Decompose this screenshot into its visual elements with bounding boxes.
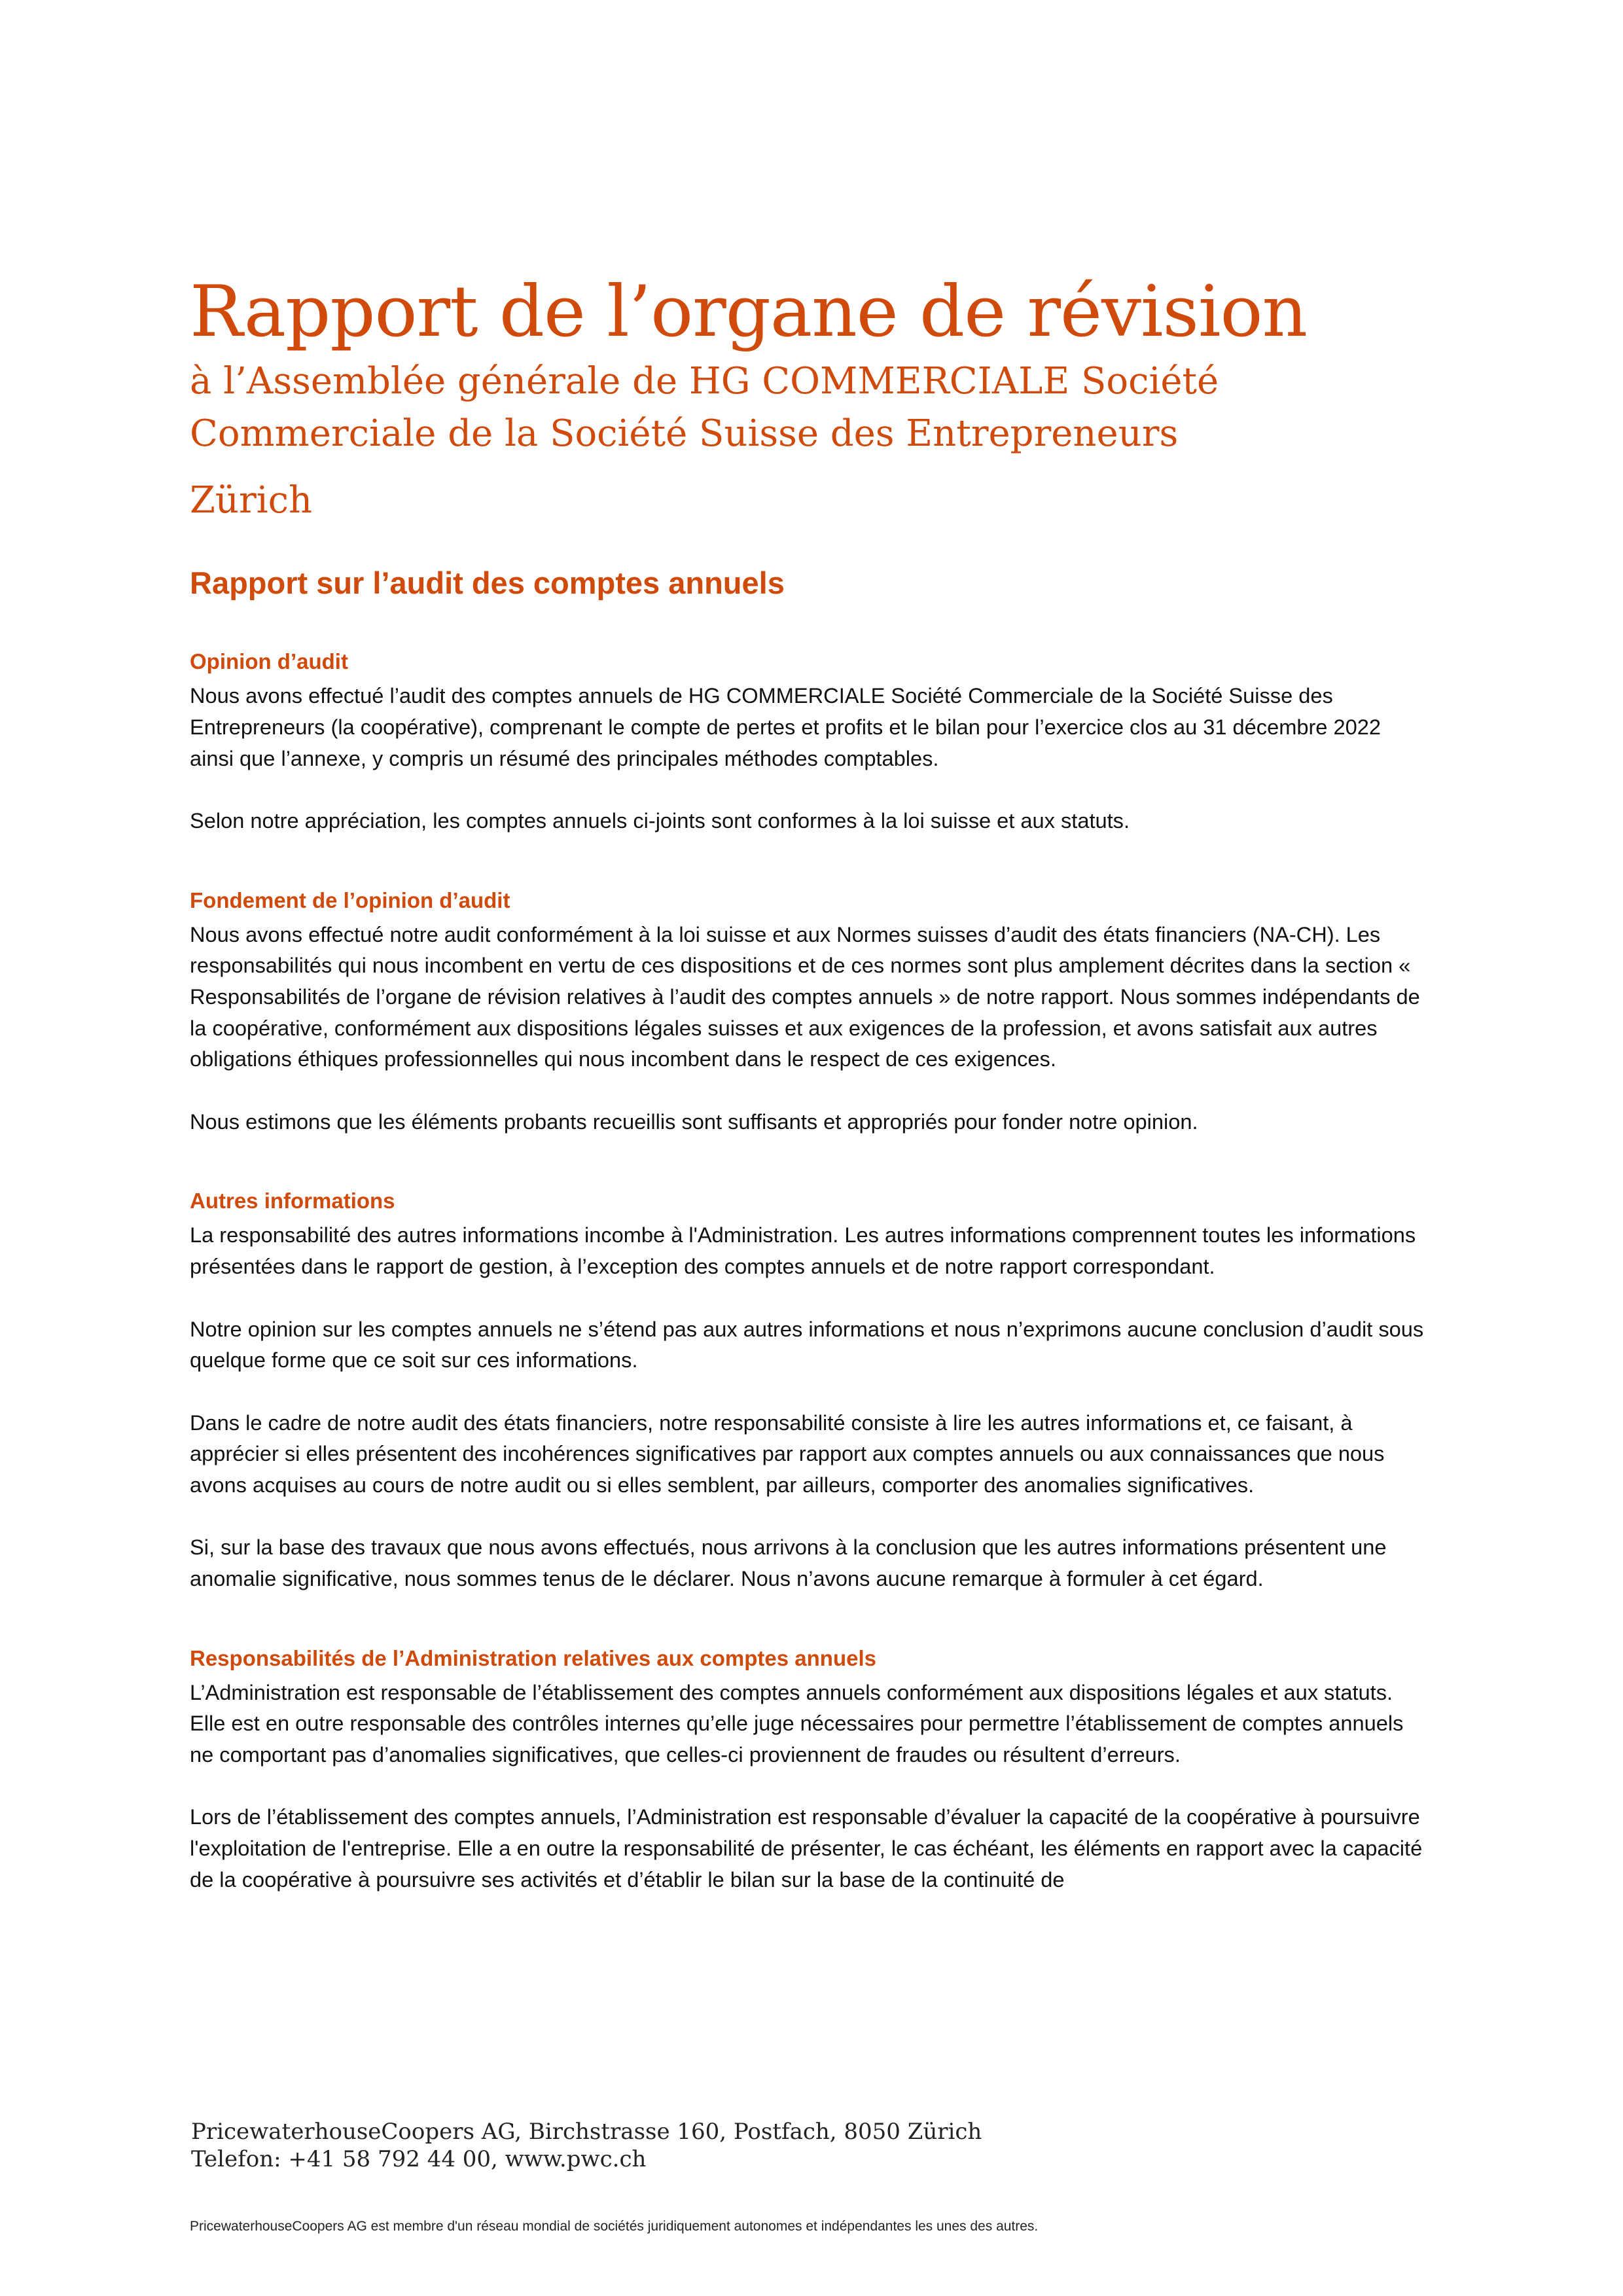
report-content <box>190 271 1427 1895</box>
report-subtitle: à l’Assemblée générale de HG COMMERCIALE Société Commerciale de la Société Suisse des Entrepreneurs <box>190 360 1219 456</box>
subheading-administration: Responsabilités de l’Administration relatives aux comptes annuels <box>190 1645 876 1670</box>
report-title: Rapport de l’organe de révision <box>190 271 1308 353</box>
footer-contact: Telefon: +41 58 792 44 00, www.pwc.ch <box>191 2146 647 2172</box>
paragraph: Nous estimons que les éléments probants recueillis sont suffisants et appropriés pour fonder notre opinion. <box>190 1109 1198 1134</box>
paragraph: La responsabilité des autres informations incombe à l'Administration. Les autres informations comprennent toutes les informations présentées dans le rapport de gestion, à l’exception des comptes annuels et de notre rapport correspondant. <box>190 1223 1416 1278</box>
subheading-basis: Fondement de l’opinion d’audit <box>190 888 510 912</box>
footer-address: PricewaterhouseCoopers AG, Birchstrasse 160, Postfach, 8050 Zürich <box>191 2119 982 2145</box>
section-heading-audit: Rapport sur l’audit des comptes annuels <box>190 565 785 601</box>
section-basis <box>190 885 1427 1138</box>
subheading-opinion: Opinion d’audit <box>190 649 348 674</box>
paragraph: Notre opinion sur les comptes annuels ne s’étend pas aux autres informations et nous n’exprimons aucune conclusion d’audit sous quelque forme que ce soit sur ces informations. <box>190 1316 1424 1372</box>
section-administration <box>190 1643 1427 1895</box>
paragraph: Si, sur la base des travaux que nous avons effectués, nous arrivons à la conclusion que les autres informations présentent une anomalie significative, nous sommes tenus de le déclarer. Nous n’avons aucune remarque à formuler à cet égard. <box>190 1535 1387 1591</box>
paragraph: Dans le cadre de notre audit des états financiers, notre responsabilité consiste à lire les autres informations et, ce faisant, à apprécier si elles présentent des incohérences significatives par rapport aux comptes annuels ou aux connaissances que nous avons acquises au cours de notre audit ou si elles semblent, par ailleurs, comporter des anomalies significatives. <box>190 1410 1385 1497</box>
section-other-information <box>190 1185 1427 1594</box>
report-city: Zürich <box>190 479 313 522</box>
footer-disclaimer: PricewaterhouseCoopers AG est membre d'un réseau mondial de sociétés juridiquement autonomes et indépendantes les unes des autres. <box>190 2219 1039 2234</box>
paragraph: Nous avons effectué l’audit des comptes annuels de HG COMMERCIALE Société Commerciale de la Société Suisse des Entrepreneurs (la coopérative), comprenant le compte de pertes et profits et le bilan pour l’exercice clos au 31 décembre 2022 ainsi que l’annexe, y compris un résumé des principales méthodes comptables. <box>190 683 1381 770</box>
paragraph: Selon notre appréciation, les comptes annuels ci-joints sont conformes à la loi suisse et aux statuts. <box>190 808 1130 833</box>
section-opinion <box>190 646 1427 836</box>
letterhead-footer <box>191 2118 1435 2173</box>
subheading-other-information: Autres informations <box>190 1189 395 1213</box>
paragraph: Lors de l’établissement des comptes annuels, l’Administration est responsable d’évaluer la capacité de la coopérative à poursuivre l'exploitation de l'entreprise. Elle a en outre la responsabilité de présenter, le cas échéant, les éléments en rapport avec la capacité de la coopérative à poursuivre ses activités et d’établir le bilan sur la base de la continuité de <box>190 1804 1423 1892</box>
paragraph: L’Administration est responsable de l’établissement des comptes annuels conformément aux dispositions légales et aux statuts. Elle est en outre responsable des contrôles internes qu’elle juge nécessaires pour permettre l’établissement de comptes annuels ne comportant pas d’anomalies significatives, que celles-ci proviennent de fraudes ou résultent d’erreurs. <box>190 1679 1404 1767</box>
paragraph: Nous avons effectué notre audit conformément à la loi suisse et aux Normes suisses d’audit des états financiers (NA-CH). Les responsabilités qui nous incombent en vertu de ces dispositions et de ces normes sont plus amplement décrites dans la section « Responsabilités de l’organe de révision relatives à l’audit des comptes annuels » de notre rapport. Nous sommes indépendants de la coopérative, conformément aux dispositions légales suisses et aux exigences de la profession, et avons satisfait aux autres obligations éthiques professionnelles qui nous incombent dans le respect de ces exigences. <box>190 922 1420 1071</box>
